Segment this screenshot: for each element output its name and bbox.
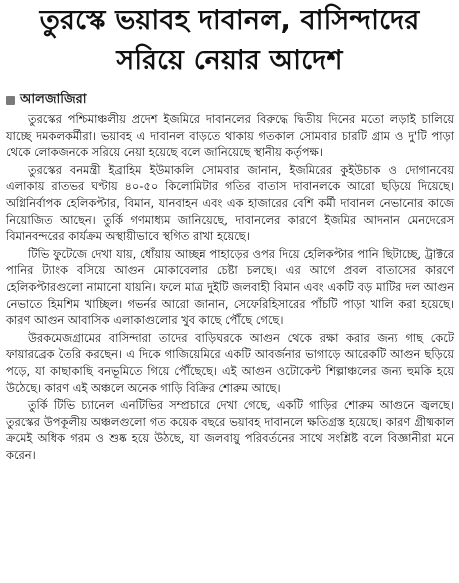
source-byline (6, 91, 87, 109)
paragraph-1: তুরস্কের পশ্চিমাঞ্চলীয় প্রদেশ ইজমিরে দাবানলের বিরুদ্ধে দ্বিতীয় দিনের মতো লড়াই চালিয়ে যাচ্ছে দমকলকর্মীরা। ভয়াবহ এ দাবানল বাড়তে থাকায় গতকাল সোমবার চারটি গ্রাম ও দু'টি পাড়া থেকে লোকজনকে সরিয়ে নেয়া হয়েছে বলে জানিয়েছে স্থানীয় কর্তৃপক্ষ। (6, 112, 454, 160)
headline-line-1: তুরস্কে ভয়াবহ দাবানল, বাসিন্দাদের (39, 5, 420, 36)
source-label: আলজাজিরা (20, 92, 87, 107)
paragraph-5: তুর্কি টিভি চ্যানেল এনটিভির সম্প্রচারে দেখা গেছে, একটি গাড়ির শোরুম আগুনে জ্বলছে। তুরস্কের উপকূলীয় অঞ্চলগুলো গত কয়েক বছরে ভয়াবহ দাবানলে ক্ষতিগ্রস্ত হয়েছে। কারণ গ্রীষ্মকাল ক্রমেই অধিক গরম ও শুষ্ক হয়ে উঠছে, যা জলবায়ু পরিবর্তনের সাথে সংশ্লিষ্ট বলে বিজ্ঞানীরা মনে করেন। (6, 398, 454, 462)
article-body (6, 111, 454, 464)
square-bullet-icon (6, 96, 15, 105)
paragraph-4: উরকমেজগ্রামের বাসিন্দারা তাদের বাড়িঘরকে আগুন থেকে রক্ষা করার জন্য গাছ কেটে ফায়ারব্রেক তৈরি করছেন। এ দিকে গাজিয়েমিরে একটি আবর্জনার ভাগাড়ে আরেকটি আগুন ছড়িয়ে পড়ে, যা কাছাকাছি বনভূমিতে গিয়ে পৌঁছেছে। এই আগুন ওটোকেন্ট শিল্পাঞ্চলের জন্য হুমকি হয়ে উঠেছে। কারণ এই অঞ্চলে অনেক গাড়ি বিক্রির শোরুম আছে। (6, 330, 454, 395)
paragraph-3: টিভি ফুটেজে দেখা যায়, ধোঁয়ায় আচ্ছন্ন পাহাড়ের ওপর দিয়ে হেলিকপ্টার পানি ছিটাচ্ছে, ট্রাক্টরে পানির ট্যাংক বসিয়ে আগুন মোকাবেলার চেষ্টা চলছে। এর আগে প্রবল বাতাসের কারণে হেলিকপ্টারগুলো নামানো যায়নি। ফলে মাত্র দুইটি জলবাহী বিমান এবং একটি বড় মাটির দল আগুন নেভাতে হিমশিম খাচ্ছিল। গভর্নর আরো জানান, সেফেরিহিসারের পাঁচটি পাড়া খালি করা হয়েছে। কারণ আগুন আবাসিক এলাকাগুলোর খুব কাছে পৌঁছে গেছে। (6, 246, 454, 328)
paragraph-2: তুরস্কের বনমন্ত্রী ইব্রাহিম ইউমাকলি সোমবার জানান, ইজমিরের কুইউচাক ও দোগানবেয় এলাকায় রাতভর ঘণ্টায় ৪০-৫০ কিলোমিটার গতির বাতাস দাবানলকে আরো ছড়িয়ে দিয়েছে। অগ্নিনির্বাপক হেলিকপ্টার, বিমান, যানবাহন এবং এক হাজারের বেশি কর্মী দাবানল নেভানোর কাজে নিয়োজিত আছেন। তুর্কি গণমাধ্যম জানিয়েছে, দাবানলের কারণে ইজমির আদনান মেনদেরেস বিমানবন্দরের কার্যক্রম অস্থায়ীভাবে স্থগিত রাখা হয়েছে। (6, 162, 454, 244)
headline-line-2: সরিয়ে নেয়ার আদেশ (116, 45, 343, 76)
